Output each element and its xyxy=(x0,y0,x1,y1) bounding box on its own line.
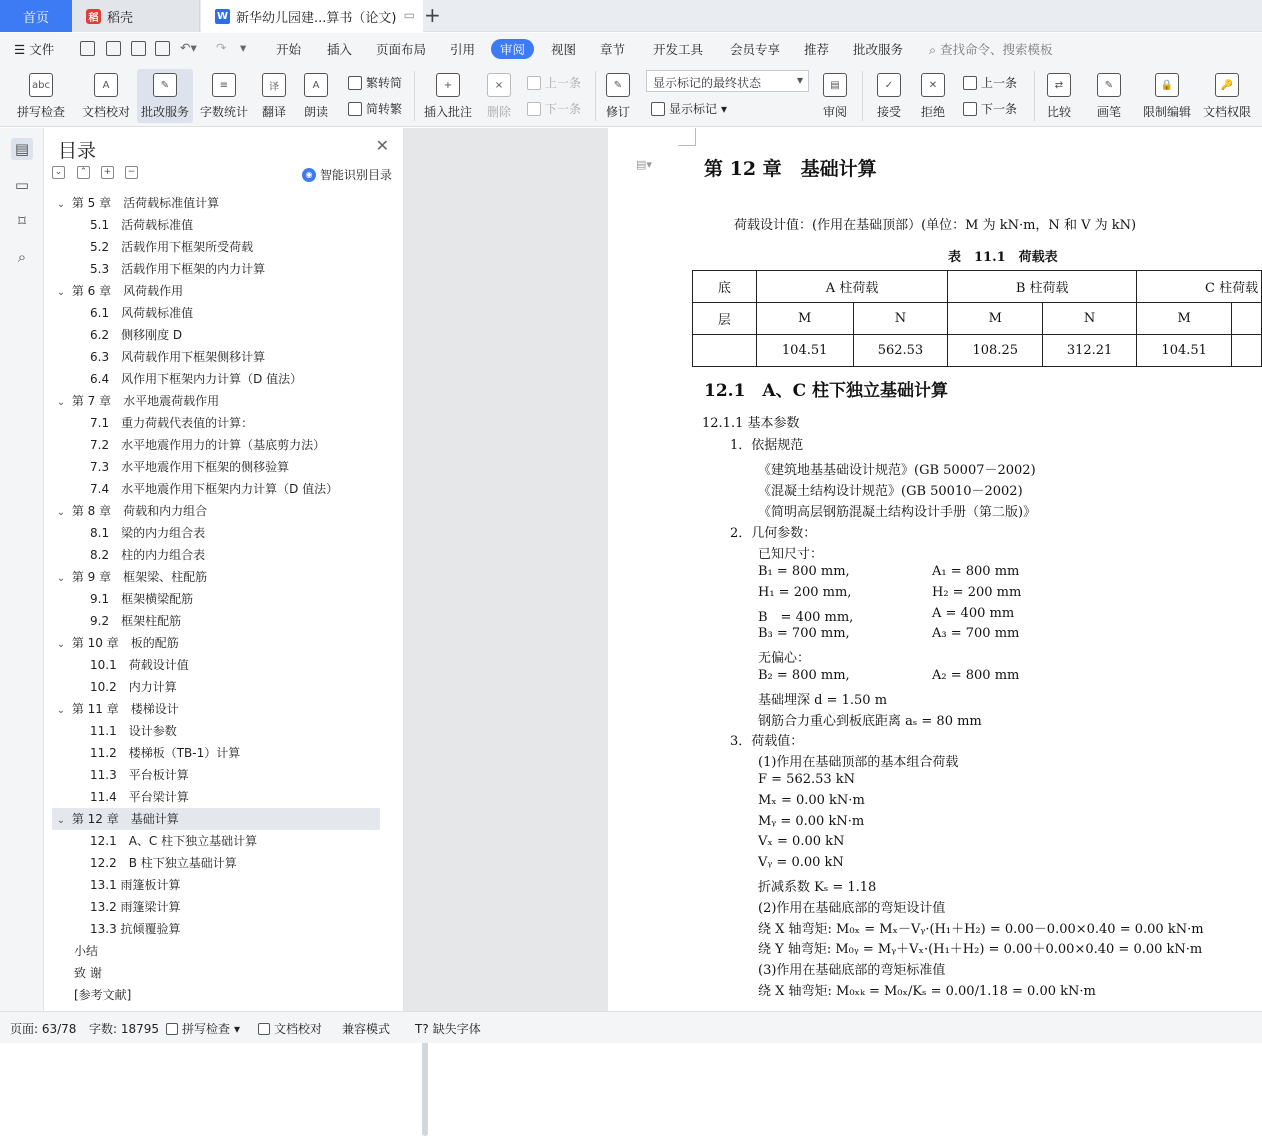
toc-item-label: 6.3 风荷载作用下框架侧移计算 xyxy=(90,350,266,364)
smart-toc-label: 智能识别目录 xyxy=(320,168,393,182)
document-line: 1．依据规范 xyxy=(730,438,804,453)
compare-label: 比较 xyxy=(1046,105,1071,119)
toc-item-label: 8.1 梁的内力组合表 xyxy=(90,526,206,540)
show-markup-icon xyxy=(651,102,665,116)
document-line: A₃ = 700 mm xyxy=(932,626,1020,641)
accept-icon: ✓ xyxy=(877,73,901,97)
toc-item[interactable] xyxy=(52,918,380,940)
insert-comment-button[interactable] xyxy=(421,69,475,123)
toc-item-label: 致 谢 xyxy=(74,966,102,980)
spell-check-icon xyxy=(166,1023,178,1035)
tab-home[interactable] xyxy=(0,0,72,32)
status-spell-label: 拼写检查 xyxy=(182,1022,231,1036)
save-icon[interactable] xyxy=(80,41,95,56)
smart-toc-button[interactable] xyxy=(302,166,392,183)
undo-icon[interactable]: ↶▾ xyxy=(180,40,197,55)
toc-item-label: 6.2 侧移刚度 D xyxy=(90,328,183,342)
toc-item[interactable] xyxy=(52,588,380,610)
table-header-b: B 柱荷载 xyxy=(948,271,1137,303)
toc-item[interactable] xyxy=(52,698,380,720)
toc-item-label: 13.1 雨篷板计算 xyxy=(90,878,181,892)
pen-button[interactable] xyxy=(1092,69,1126,123)
toc-item[interactable] xyxy=(52,720,380,742)
toc-item-label: 6.4 风作用下框架内力计算（D 值法） xyxy=(90,372,303,386)
status-proofread[interactable] xyxy=(258,1020,322,1037)
menu-file-label: 文件 xyxy=(29,42,55,57)
reject-icon: ✕ xyxy=(921,73,945,97)
show-markup-label: 显示标记 xyxy=(669,102,718,116)
track-changes-label: 修订 xyxy=(605,105,630,119)
toc-item[interactable] xyxy=(52,434,380,456)
tab-bar xyxy=(0,0,1262,32)
show-markup-button[interactable]: 显示标记 ▾ xyxy=(651,100,727,117)
review-pane-icon: ▤ xyxy=(823,73,847,97)
toc-item[interactable] xyxy=(52,742,380,764)
status-bar xyxy=(0,1011,1262,1043)
table-header-floor2: 层 xyxy=(693,303,757,335)
toc-expand-chevron-icon[interactable]: ⌄ xyxy=(56,815,66,826)
table-header-m: M xyxy=(756,303,853,335)
insert-comment-icon: + xyxy=(436,73,460,97)
toc-item[interactable] xyxy=(52,280,380,302)
translate-button[interactable] xyxy=(256,69,292,123)
redo-icon[interactable]: ↷ xyxy=(216,40,227,55)
document-canvas-margin xyxy=(404,128,608,1011)
toc-item-label: 第 11 章 楼梯设计 xyxy=(71,702,179,716)
delete-comment-label: 删除 xyxy=(486,105,511,119)
toc-item-label: 第 12 章 基础计算 xyxy=(71,812,179,826)
restrict-editing-icon: 🔒 xyxy=(1155,73,1179,97)
correction-label: 批改服务 xyxy=(140,105,189,119)
toc-item-label: 第 6 章 风荷载作用 xyxy=(71,284,184,298)
toc-item[interactable] xyxy=(52,984,380,1006)
document-line: Vₓ = 0.00 kN xyxy=(758,834,845,849)
tab-home-label: 首页 xyxy=(22,10,49,26)
toc-panel-icon[interactable]: ▤ xyxy=(11,138,33,160)
document-line: 基础埋深 d = 1.50 m xyxy=(758,693,888,708)
menu-view[interactable]: 视图 xyxy=(551,42,577,57)
status-spell-check[interactable]: 拼写检查 ▾ xyxy=(166,1020,240,1037)
trad-to-simp-button[interactable] xyxy=(348,74,402,91)
toc-item-label: 小结 xyxy=(74,944,99,958)
next-comment-icon xyxy=(527,102,541,116)
document-permission-label: 文档权限 xyxy=(1202,105,1251,119)
proofread-button[interactable] xyxy=(80,69,132,123)
toc-item-label: 12.2 B 柱下独立基础计算 xyxy=(90,856,237,870)
toc-item-label: 9.2 框架柱配筋 xyxy=(90,614,182,628)
toc-item[interactable] xyxy=(52,522,380,544)
table-cell: 312.21 xyxy=(1043,335,1137,367)
menu-correction[interactable]: 批改服务 xyxy=(853,42,904,57)
toc-item[interactable] xyxy=(52,874,380,896)
table-cell: 104.51 xyxy=(1137,335,1232,367)
table-caption: 表 11.1 荷载表 xyxy=(948,250,1058,265)
toc-item[interactable] xyxy=(52,214,380,236)
print-icon[interactable] xyxy=(131,41,146,56)
translate-icon: 译 xyxy=(262,73,286,97)
toc-title: 目录 xyxy=(58,140,97,162)
toc-item[interactable] xyxy=(52,368,380,390)
document-line: 3．荷载值： xyxy=(730,734,804,749)
document-line: 《简明高层钢筋混凝土结构设计手册（第二版)》 xyxy=(758,505,1037,520)
toc-item-label: 13.3 抗倾覆验算 xyxy=(90,922,181,936)
reject-button[interactable] xyxy=(914,69,952,123)
bookmark-icon[interactable]: ⌑ xyxy=(18,212,26,230)
translate-label: 翻译 xyxy=(261,105,286,119)
menu-layout[interactable]: 页面布局 xyxy=(376,42,427,57)
proofread-icon xyxy=(258,1023,270,1035)
read-aloud-button[interactable] xyxy=(299,69,333,123)
status-proof-label: 文档校对 xyxy=(274,1022,323,1036)
toc-item[interactable] xyxy=(52,676,380,698)
toc-expand-chevron-icon[interactable]: ⌄ xyxy=(56,287,66,298)
table-cell: 104.51 xyxy=(756,335,853,367)
document-line: 折减系数 Kₛ = 1.18 xyxy=(758,880,877,895)
ribbon-toolbar xyxy=(0,65,1262,127)
toc-item[interactable] xyxy=(52,830,380,852)
toc-item[interactable] xyxy=(52,852,380,874)
display-mode-select[interactable]: 显示标记的最终状态 ▾ xyxy=(646,70,809,92)
reject-label: 拒绝 xyxy=(920,105,945,119)
trad-to-simp-label: 繁转简 xyxy=(366,76,403,90)
document-line: B₃ = 700 mm, xyxy=(758,626,850,641)
document-line: 钢筋合力重心到板底距离 aₛ = 80 mm xyxy=(758,714,982,729)
toc-item-label: 13.2 雨篷梁计算 xyxy=(90,900,181,914)
toc-expand-chevron-icon[interactable]: ⌄ xyxy=(56,639,66,650)
document-line: 《混凝土结构设计规范》(GB 50010－2002) xyxy=(758,484,1023,499)
toc-item-label: 11.3 平台板计算 xyxy=(90,768,189,782)
table-header-c: C 柱荷载 xyxy=(1137,271,1262,303)
document-line: (2)作用在基础底部的弯矩设计值 xyxy=(758,901,946,916)
delete-comment-icon: × xyxy=(487,73,511,97)
toc-expand-chevron-icon[interactable]: ⌄ xyxy=(56,199,66,210)
toc-item[interactable] xyxy=(52,962,380,984)
toc-item[interactable] xyxy=(52,566,380,588)
document-line: 《建筑地基基础设计规范》(GB 50007－2002) xyxy=(758,463,1036,478)
spell-check-label: 拼写检查 xyxy=(16,105,65,119)
new-tab-icon[interactable]: + xyxy=(424,3,441,27)
table-header-n: N xyxy=(853,303,948,335)
toc-item-label: 第 5 章 活荷载标准值计算 xyxy=(71,196,220,210)
load-intro: 荷载设计值：(作用在基础顶部）(单位：M 为 kN·m，N 和 V 为 kN) xyxy=(734,218,1137,233)
toc-panel xyxy=(44,128,404,1011)
table-header-m: M xyxy=(1137,303,1232,335)
document-permission-icon: 🔑 xyxy=(1215,73,1239,97)
toc-item-label: [参考文献] xyxy=(74,988,132,1002)
page-indicator[interactable]: 页面: 63/78 xyxy=(10,1022,77,1036)
document-line: Mᵧ = 0.00 kN·m xyxy=(758,814,865,829)
command-search-placeholder: 查找命令、搜索模板 xyxy=(940,42,1053,57)
toc-item-label: 11.1 设计参数 xyxy=(90,724,177,738)
restrict-editing-label: 限制编辑 xyxy=(1142,105,1191,119)
document-line: 2．几何参数： xyxy=(730,526,817,541)
add-heading-icon[interactable]: + xyxy=(101,166,114,179)
document-line: 已知尺寸： xyxy=(758,547,824,562)
toc-item-label: 7.2 水平地震作用力的计算（基底剪力法） xyxy=(90,438,326,452)
toc-item[interactable] xyxy=(52,764,380,786)
toc-item[interactable] xyxy=(52,654,380,676)
writer-logo-icon: W xyxy=(216,10,229,22)
close-icon[interactable]: ✕ xyxy=(375,136,389,155)
toc-item-label: 5.1 活荷载标准值 xyxy=(90,218,194,232)
word-count-button[interactable] xyxy=(198,69,250,123)
print-preview-icon[interactable] xyxy=(155,41,170,56)
document-line: Mₓ = 0.00 kN·m xyxy=(758,793,865,808)
toc-item-label: 9.1 框架横梁配筋 xyxy=(90,592,194,606)
toc-item-label: 11.2 楼梯板（TB-1）计算 xyxy=(90,746,241,760)
document-line: H₂ = 200 mm xyxy=(932,585,1022,600)
prev-comment-label: 上一条 xyxy=(545,76,582,90)
review-pane-button[interactable] xyxy=(816,69,854,123)
toc-item-label: 7.3 水平地震作用下框架的侧移验算 xyxy=(90,460,290,474)
spell-check-icon: abc xyxy=(29,73,53,97)
toc-item[interactable] xyxy=(52,456,380,478)
divider xyxy=(414,71,415,121)
document-line: 绕 X 轴弯矩: M₀ₓₖ = M₀ₓ/Kₛ = 0.00/1.18 = 0.00 kN·m xyxy=(758,984,1096,999)
prev-comment-button[interactable] xyxy=(527,74,581,91)
toc-item-label: 7.4 水平地震作用下框架内力计算（D 值法） xyxy=(90,482,339,496)
toc-item-label: 第 7 章 水平地震荷载作用 xyxy=(71,394,220,408)
table-cell xyxy=(693,335,757,367)
proofread-label: 文档校对 xyxy=(81,105,130,119)
toc-item-label: 5.3 活载作用下框架的内力计算 xyxy=(90,262,266,276)
tab-docer[interactable] xyxy=(72,0,200,32)
toc-item[interactable] xyxy=(52,302,380,324)
menu-chapter[interactable]: 章节 xyxy=(600,42,626,57)
document-line: A = 400 mm xyxy=(932,606,1015,621)
toc-item-label: 7.1 重力荷载代表值的计算： xyxy=(90,416,254,430)
table-header-n: N xyxy=(1043,303,1137,335)
menu-home[interactable]: 开始 xyxy=(276,42,302,57)
next-comment-label: 下一条 xyxy=(545,102,582,116)
remove-heading-icon[interactable]: − xyxy=(125,166,138,179)
table-cell xyxy=(1232,303,1262,335)
review-pane-label: 审阅 xyxy=(822,105,847,119)
document-line: (3)作用在基础底部的弯矩标准值 xyxy=(758,963,946,978)
insert-comment-label: 插入批注 xyxy=(423,105,472,119)
smart-toc-icon: ◉ xyxy=(302,168,316,182)
document-line: A₁ = 800 mm xyxy=(932,564,1020,579)
load-table xyxy=(692,270,1262,367)
docer-logo-icon: 稻 xyxy=(86,9,101,24)
toc-item-label: 11.4 平台梁计算 xyxy=(90,790,189,804)
trad-to-simp-icon xyxy=(348,76,362,90)
search-icon[interactable]: ⌕ xyxy=(17,248,27,266)
next-change-button[interactable] xyxy=(963,100,1017,117)
next-comment-button[interactable] xyxy=(527,100,581,117)
document-permission-button[interactable] xyxy=(1200,69,1254,123)
table-cell xyxy=(1232,335,1262,367)
accept-label: 接受 xyxy=(876,105,901,119)
toc-expand-chevron-icon[interactable]: ⌄ xyxy=(56,573,66,584)
correction-icon: ✎ xyxy=(153,73,177,97)
spell-check-button[interactable] xyxy=(10,69,72,123)
table-cell: 562.53 xyxy=(853,335,948,367)
document-line: 12.1.1 基本参数 xyxy=(702,416,800,431)
divider xyxy=(862,71,863,121)
divider xyxy=(1034,71,1035,121)
toc-item-label: 6.1 风荷载标准值 xyxy=(90,306,194,320)
menu-bar xyxy=(0,33,1262,65)
tab-document[interactable] xyxy=(201,0,423,32)
proofread-icon: A xyxy=(94,73,118,97)
toc-item-label: 10.1 荷载设计值 xyxy=(90,658,189,672)
tab-document-label: 新华幼儿园建...算书（论文) xyxy=(236,10,397,26)
section-heading: 12.1 A、C 柱下独立基础计算 xyxy=(704,381,949,401)
prev-change-button[interactable] xyxy=(963,74,1017,91)
compat-mode: 兼容模式 xyxy=(342,1022,391,1036)
simp-to-trad-icon xyxy=(348,102,362,116)
tab-close-icon[interactable]: ▭ xyxy=(403,8,415,22)
menu-membership[interactable]: 会员专享 xyxy=(730,42,781,57)
table-cell: 108.25 xyxy=(948,335,1043,367)
prev-change-label: 上一条 xyxy=(981,76,1018,90)
restrict-editing-button[interactable] xyxy=(1140,69,1194,123)
word-count[interactable]: 字数: 18795 xyxy=(89,1022,160,1036)
word-count-icon: ≡ xyxy=(212,73,236,97)
toc-item[interactable] xyxy=(52,940,380,962)
expand-all-icon[interactable]: ⌃ xyxy=(77,166,90,179)
command-search[interactable] xyxy=(929,40,1053,58)
toc-item[interactable] xyxy=(52,346,380,368)
document-line: 绕 X 轴弯矩: M₀ₓ = Mₓ－Vᵧ·(H₁＋H₂) = 0.00－0.00×0.40 = 0.00 kN·m xyxy=(758,922,1204,937)
toc-item-label: 5.2 活载作用下框架所受荷载 xyxy=(90,240,254,254)
paragraph-menu-icon[interactable]: ▤▾ xyxy=(636,158,652,171)
divider xyxy=(595,71,596,121)
word-count-label: 字数统计 xyxy=(199,105,248,119)
menu-file[interactable]: ☰ 文件 xyxy=(14,42,55,57)
collapse-all-icon[interactable]: ⌄ xyxy=(52,166,65,179)
pen-label: 画笔 xyxy=(1096,105,1121,119)
toc-item[interactable] xyxy=(52,632,380,654)
document-line: Vᵧ = 0.00 kN xyxy=(758,855,844,870)
toc-item-label: 第 8 章 荷载和内力组合 xyxy=(71,504,208,518)
menu-insert[interactable]: 插入 xyxy=(327,42,353,57)
document-line: 无偏心： xyxy=(758,651,811,666)
compare-button[interactable] xyxy=(1040,69,1078,123)
track-changes-button[interactable] xyxy=(601,69,635,123)
toc-expand-chevron-icon[interactable]: ⌄ xyxy=(56,705,66,716)
menu-references[interactable]: 引用 xyxy=(450,42,476,57)
prev-change-icon xyxy=(963,76,977,90)
document-line: F = 562.53 kN xyxy=(758,772,856,787)
read-aloud-label: 朗读 xyxy=(303,105,328,119)
toc-expand-chevron-icon[interactable]: ⌄ xyxy=(56,507,66,518)
toc-item-label: 第 10 章 板的配筋 xyxy=(71,636,179,650)
table-header-m: M xyxy=(948,303,1043,335)
prev-comment-icon xyxy=(527,76,541,90)
track-changes-icon: ✎ xyxy=(606,73,630,97)
table-header-a: A 柱荷载 xyxy=(756,271,948,303)
export-pdf-icon[interactable] xyxy=(106,41,121,56)
simp-to-trad-button[interactable] xyxy=(348,100,402,117)
document-line: (1)作用在基础顶部的基本组合荷载 xyxy=(758,755,959,770)
more-chevron-icon[interactable]: ▾ xyxy=(240,40,247,55)
missing-font-label: 缺失字体 xyxy=(432,1022,481,1036)
toc-item[interactable] xyxy=(52,236,380,258)
toc-item-label: 8.2 柱的内力组合表 xyxy=(90,548,206,562)
toc-item[interactable] xyxy=(52,808,380,830)
document-line: A₂ = 800 mm xyxy=(932,668,1020,683)
menu-recommend[interactable]: 推荐 xyxy=(804,42,830,57)
toc-item[interactable] xyxy=(52,390,380,412)
table-header-floor: 底 xyxy=(693,271,757,303)
next-change-label: 下一条 xyxy=(981,102,1018,116)
chapter-nav-icon[interactable]: ▭ xyxy=(14,176,30,194)
left-rail xyxy=(0,128,44,1011)
toc-item[interactable] xyxy=(52,412,380,434)
next-change-icon xyxy=(963,102,977,116)
toc-item[interactable] xyxy=(52,786,380,808)
document-page[interactable] xyxy=(608,128,1262,1011)
toc-expand-chevron-icon[interactable]: ⌄ xyxy=(56,397,66,408)
toc-item[interactable] xyxy=(52,896,380,918)
document-line: 绕 Y 轴弯矩: M₀ᵧ = Mᵧ＋Vₓ·(H₁＋H₂) = 0.00＋0.00×0.40 = 0.00 kN·m xyxy=(758,942,1203,957)
toc-item-label: 10.2 内力计算 xyxy=(90,680,177,694)
toc-item[interactable] xyxy=(52,192,380,214)
menu-developer[interactable]: 开发工具 xyxy=(653,42,704,57)
toc-item[interactable] xyxy=(52,500,380,522)
document-line: B₂ = 800 mm, xyxy=(758,668,850,683)
document-line: B = 400 mm, xyxy=(758,610,854,625)
accept-button[interactable] xyxy=(870,69,908,123)
document-line: H₁ = 200 mm, xyxy=(758,585,852,600)
simp-to-trad-label: 简转繁 xyxy=(366,102,403,116)
toc-list xyxy=(52,192,380,1008)
search-icon: ⌕ xyxy=(929,42,937,57)
toc-item[interactable] xyxy=(52,324,380,346)
read-aloud-icon: A xyxy=(304,73,328,97)
toc-item[interactable] xyxy=(52,478,380,500)
toc-item[interactable] xyxy=(52,544,380,566)
menu-review[interactable]: 审阅 xyxy=(491,39,534,59)
toc-item[interactable] xyxy=(52,258,380,280)
missing-font[interactable] xyxy=(415,1020,481,1037)
correction-service-button[interactable] xyxy=(137,69,193,123)
missing-font-icon: T? xyxy=(415,1021,429,1036)
toc-item[interactable] xyxy=(52,610,380,632)
toc-item-label: 12.1 A、C 柱下独立基础计算 xyxy=(90,834,258,848)
document-content xyxy=(608,128,1262,1011)
document-line: B₁ = 800 mm, xyxy=(758,564,850,579)
delete-comment-button[interactable] xyxy=(480,69,518,123)
compare-icon: ⇄ xyxy=(1047,73,1071,97)
toc-item-label: 第 9 章 框架梁、柱配筋 xyxy=(71,570,208,584)
tab-docer-label: 稻壳 xyxy=(107,10,134,26)
chapter-heading: 第 12 章 基础计算 xyxy=(704,158,877,180)
pen-icon: ✎ xyxy=(1097,73,1121,97)
